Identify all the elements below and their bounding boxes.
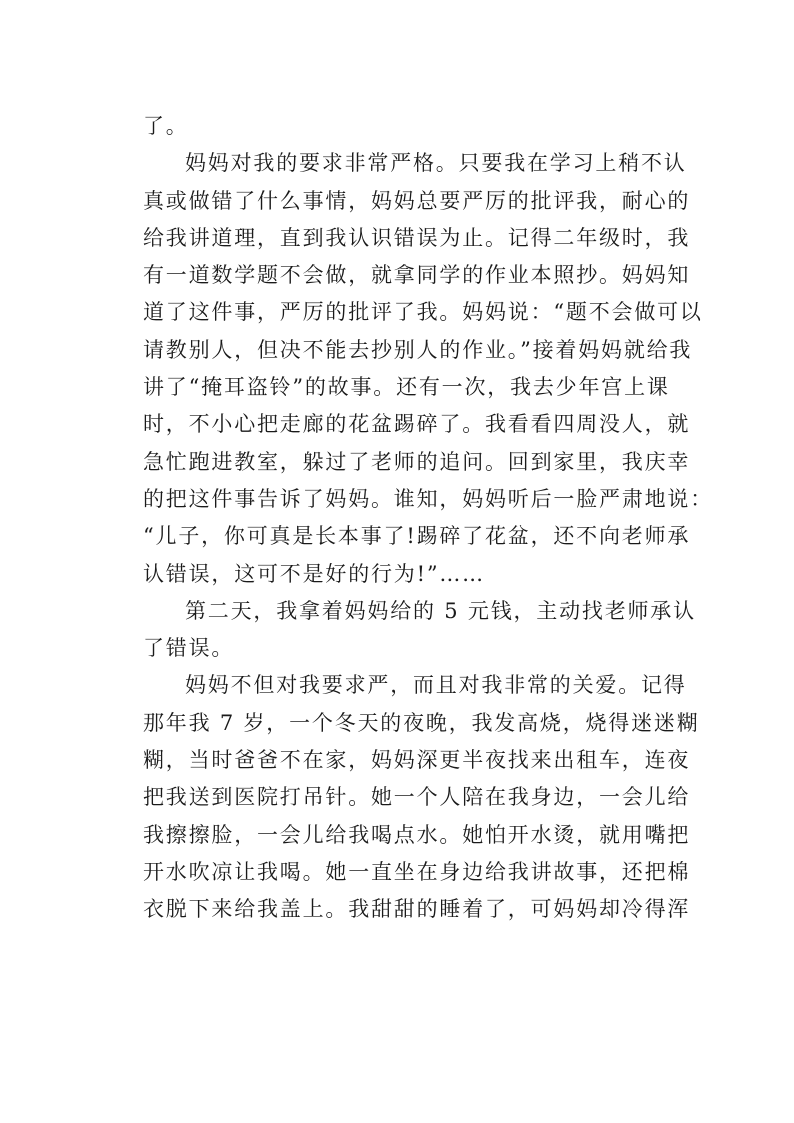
- text-line: 第二天，我拿着妈妈给的 5 元钱，主动找老师承认: [185, 598, 696, 623]
- text-line: 开水吹凉让我喝。她一直坐在身边给我讲故事，还把棉: [143, 859, 691, 884]
- text-line: 的把这件事告诉了妈妈。谁知，妈妈听后一脸严肃地说：: [143, 486, 713, 511]
- text-line: 真或做错了什么事情，妈妈总要严厉的批评我，耐心的: [143, 188, 691, 213]
- text-line: 给我讲道理，直到我认识错误为止。记得二年级时，我: [143, 225, 691, 250]
- essay-body: [143, 108, 713, 929]
- text-line: 了错误。: [143, 636, 235, 661]
- text-line: 那年我 7 岁，一个冬天的夜晚，我发高烧，烧得迷迷糊: [143, 710, 700, 735]
- text-line: 了。: [143, 114, 189, 138]
- text-line: 请教别人，但决不能去抄别人的作业。”接着妈妈就给我: [143, 337, 693, 362]
- text-line: “儿子，你可真是长本事了!踢碎了花盆，还不向老师承: [143, 524, 691, 549]
- text-line: 有一道数学题不会做，就拿同学的作业本照抄。妈妈知: [143, 263, 691, 288]
- text-line: 妈妈对我的要求非常严格。只要我在学习上稍不认: [185, 151, 687, 176]
- text-line: 讲了“掩耳盗铃”的故事。还有一次，我去少年宫上课: [143, 375, 670, 400]
- text-line: 道了这件事，严厉的批评了我。妈妈说：“题不会做可以: [143, 300, 703, 325]
- text-line: 糊，当时爸爸不在家，妈妈深更半夜找来出租车，连夜: [143, 748, 691, 773]
- text-line: 急忙跑进教室，躲过了老师的追问。回到家里，我庆幸: [143, 449, 691, 474]
- text-line: 认错误，这可不是好的行为!”……: [143, 561, 485, 586]
- text-line: 把我送到医院打吊针。她一个人陪在我身边，一会儿给: [143, 785, 691, 810]
- text-line: 衣脱下来给我盖上。我甜甜的睡着了，可妈妈却冷得浑: [143, 897, 691, 922]
- text-line: 我擦擦脸，一会儿给我喝点水。她怕开水烫，就用嘴把: [143, 822, 691, 847]
- text-line: 时，不小心把走廊的花盆踢碎了。我看看四周没人，就: [143, 412, 691, 437]
- text-line: 妈妈不但对我要求严，而且对我非常的关爱。记得: [185, 673, 687, 698]
